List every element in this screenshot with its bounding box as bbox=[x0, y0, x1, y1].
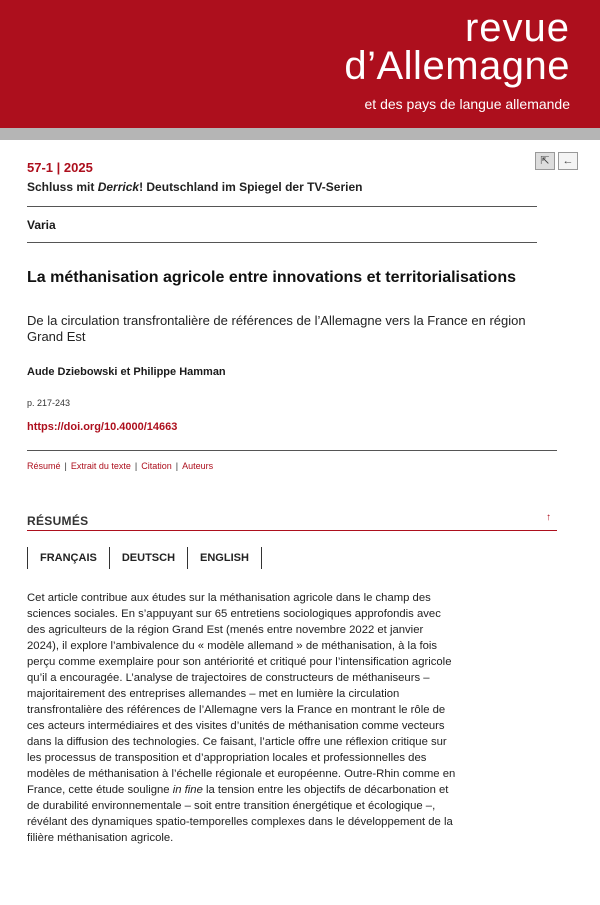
link-separator: | bbox=[134, 461, 138, 471]
issue-title[interactable] bbox=[27, 180, 362, 194]
issue-title-after: ! Deutschland im Spiegel der TV-Serien bbox=[139, 180, 363, 194]
article-subtitle: De la circulation transfrontalière de références de l’Allemagne vers la France en région Grand Est bbox=[27, 313, 526, 344]
article-pages: p. 217-243 bbox=[27, 398, 71, 408]
logo-allemagne[interactable]: d’Allemagne bbox=[344, 44, 570, 88]
doi-link[interactable]: https://doi.org/10.4000/14663 bbox=[27, 421, 178, 433]
site-header bbox=[0, 0, 600, 128]
issue-title-before: Schluss mit bbox=[27, 180, 98, 194]
link-auteurs[interactable]: Auteurs bbox=[182, 461, 214, 471]
header-band bbox=[0, 128, 600, 140]
link-extrait[interactable]: Extrait du texte bbox=[70, 461, 131, 471]
divider bbox=[27, 242, 537, 243]
article-links bbox=[27, 461, 213, 471]
arrow-up-left-icon: ⇱ bbox=[540, 155, 550, 167]
nav-back-button[interactable] bbox=[558, 152, 578, 170]
article-title: La méthanisation agricole entre innovations et territorialisations bbox=[27, 269, 516, 286]
link-resume[interactable]: Résumé bbox=[27, 461, 61, 471]
link-separator: | bbox=[175, 461, 179, 471]
link-citation[interactable]: Citation bbox=[141, 461, 172, 471]
abstract-italic: in fine bbox=[172, 784, 203, 796]
issue-title-italic: Derrick bbox=[97, 180, 140, 194]
section-label: Varia bbox=[27, 218, 56, 232]
nav-up-button[interactable] bbox=[535, 152, 555, 170]
link-separator: | bbox=[64, 461, 67, 471]
resumes-heading: RÉSUMÉS bbox=[27, 514, 89, 528]
tab-francais[interactable]: FRANÇAIS bbox=[27, 547, 110, 569]
language-tabs bbox=[27, 547, 262, 569]
arrow-left-icon: ← bbox=[562, 155, 574, 167]
divider bbox=[27, 450, 557, 451]
divider bbox=[27, 206, 537, 207]
abstract-part-1: Cet article contribue aux études sur la méthanisation agricole dans le champ des sciences sociales. En s’appuyant sur 65 entretiens sociologiques approfondis avec des agriculteurs de la région Grand Est (menés entre novembre 2022 et janvier 2024), il explore l’ambivalence du « modèle allemand » de méthanisation, à la fois perçu comme exemplaire pour son antériorité et critiqué pour l’intensification agricole qu’il a encouragée. L’analyse de trajectoires de constructeurs de méthaniseurs – majoritairement des entreprises allemandes – met en lumière la circulation transfrontalière des références de l’Allemagne vers la France en montrant le rôle de ces acteurs intermédiaires et des visites d’unités de méthanisation comme vecteurs dans la diffusion des technologies. Ce faisant, l’article offre une réflexion critique sur les processus de transposition et d’appropriation locales et professionnelles des modèles de méthanisation à l’échelle régionale et européenne. Outre-Rhin comme en France, cette étude souligne bbox=[27, 592, 456, 796]
abstract-part-2: la tension entre les objectifs de décarbonation et de durabilité environnementale – soit entre transition énergétique et écologique –, révélant des dynamiques spatio-temporelles complexes dans le développement de la filière méthanisation agricole. bbox=[27, 784, 453, 844]
logo-revue[interactable]: revue bbox=[464, 6, 570, 50]
logo-subtitle: et des pays de langue allemande bbox=[364, 96, 570, 112]
abstract-text bbox=[27, 590, 457, 846]
abstract-paragraph bbox=[27, 590, 457, 846]
article-authors[interactable]: Aude Dziebowski et Philippe Hamman bbox=[27, 366, 226, 378]
tab-english[interactable]: ENGLISH bbox=[188, 547, 262, 569]
tab-deutsch[interactable]: DEUTSCH bbox=[110, 547, 188, 569]
resumes-divider bbox=[27, 530, 557, 531]
back-to-top-icon[interactable]: ↑ bbox=[546, 512, 551, 523]
issue-number[interactable]: 57-1 | 2025 bbox=[27, 160, 93, 175]
